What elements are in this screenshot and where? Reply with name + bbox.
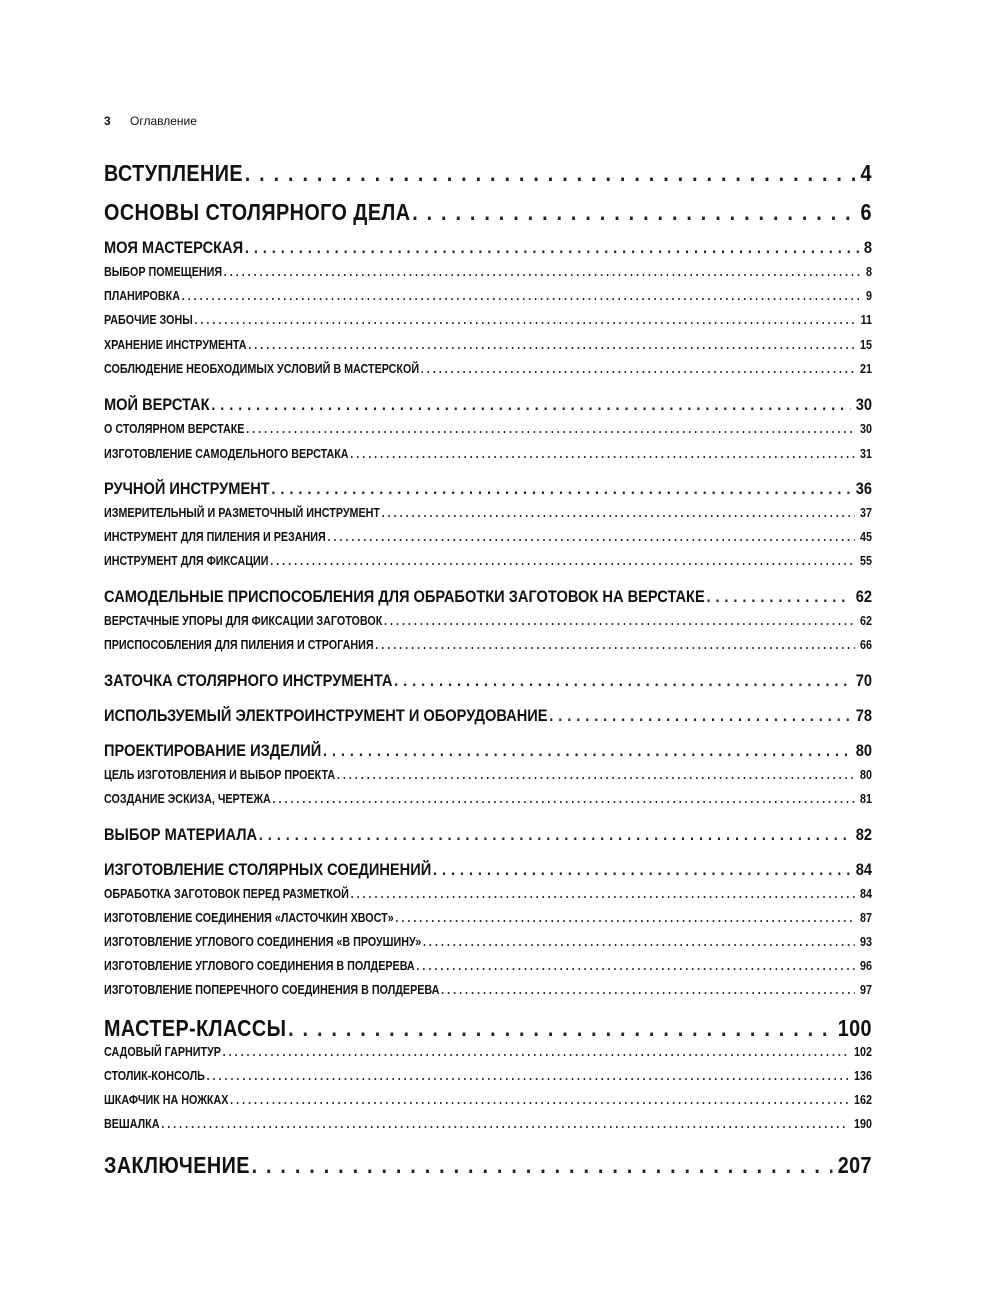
toc-entry-page: 190	[854, 1117, 872, 1131]
toc-entry[interactable]	[104, 587, 872, 607]
toc-entry-title: ИНСТРУМЕНТ ДЛЯ ФИКСАЦИИ	[104, 554, 269, 568]
toc-entry-page: 6	[860, 199, 872, 225]
toc-entry[interactable]	[104, 1045, 872, 1059]
leader-dots	[351, 887, 855, 901]
toc-entry-page: 4	[860, 160, 872, 186]
leader-dots	[375, 638, 855, 652]
toc-entry-title: ЦЕЛЬ ИЗГОТОВЛЕНИЯ И ВЫБОР ПРОЕКТА	[104, 768, 336, 782]
toc-entry-page: 62	[860, 614, 872, 628]
leader-dots	[207, 1069, 849, 1083]
toc-entry-page: 21	[860, 362, 872, 376]
leader-dots	[230, 1093, 849, 1107]
leader-dots	[248, 338, 855, 352]
toc-entry[interactable]	[104, 362, 872, 376]
toc-entry-page: 30	[855, 395, 872, 414]
toc-entry-title: РАБОЧИЕ ЗОНЫ	[104, 313, 193, 327]
leader-dots	[273, 792, 855, 806]
leader-dots	[395, 911, 854, 925]
toc-entry[interactable]	[104, 199, 872, 226]
toc-entry-title: САДОВЫЙ ГАРНИТУР	[104, 1045, 221, 1059]
leader-dots	[270, 554, 855, 568]
toc-entry[interactable]	[104, 935, 872, 949]
leader-dots	[182, 289, 861, 303]
toc-entry[interactable]	[104, 1117, 872, 1131]
toc-entry-page: 11	[860, 313, 872, 327]
toc-entry-title: ПРИСПОСОБЛЕНИЯ ДЛЯ ПИЛЕНИЯ И СТРОГАНИЯ	[104, 638, 374, 652]
toc-entry-page: 80	[855, 741, 872, 760]
leader-dots	[211, 395, 850, 415]
toc-entry-page: 36	[855, 479, 872, 498]
toc-entry-page: 84	[860, 887, 872, 901]
page-number: 3	[104, 114, 111, 128]
leader-dots	[706, 587, 850, 607]
leader-dots	[271, 479, 850, 499]
toc-entry-page: 55	[860, 554, 872, 568]
toc-entry-title: ИЗГОТОВЛЕНИЕ САМОДЕЛЬНОГО ВЕРСТАКА	[104, 447, 349, 461]
leader-dots	[161, 1117, 849, 1131]
leader-dots	[350, 447, 855, 461]
leader-dots	[423, 935, 855, 949]
toc-entry-title: ОСНОВЫ СТОЛЯРНОГО ДЕЛА	[104, 199, 411, 225]
toc-entry[interactable]	[104, 860, 872, 880]
toc-entry-title: ИЗГОТОВЛЕНИЕ СТОЛЯРНЫХ СОЕДИНЕНИЙ	[104, 860, 432, 879]
leader-dots	[288, 1015, 832, 1042]
toc-entry[interactable]	[104, 1093, 872, 1107]
toc-entry-page: 15	[860, 338, 872, 352]
leader-dots	[394, 671, 850, 691]
leader-dots	[245, 238, 859, 258]
toc-entry[interactable]	[104, 265, 872, 279]
toc-entry-page: 66	[860, 638, 872, 652]
toc-entry-page: 9	[866, 289, 872, 303]
toc-entry-title: ИНСТРУМЕНТ ДЛЯ ПИЛЕНИЯ И РЕЗАНИЯ	[104, 530, 326, 544]
leader-dots	[441, 983, 855, 997]
toc-entry[interactable]	[104, 554, 872, 568]
toc-entry[interactable]	[104, 313, 872, 327]
toc-entry-title: ПРОЕКТИРОВАНИЕ ИЗДЕЛИЙ	[104, 741, 322, 760]
toc-entry-title: ПЛАНИРОВКА	[104, 289, 181, 303]
toc-entry[interactable]	[104, 911, 872, 925]
toc-entry[interactable]	[104, 983, 872, 997]
toc-entry[interactable]	[104, 792, 872, 806]
toc-entry[interactable]	[104, 706, 872, 726]
toc-entry-title: РУЧНОЙ ИНСТРУМЕНТ	[104, 479, 270, 498]
toc-entry-title: СТОЛИК-КОНСОЛЬ	[104, 1069, 205, 1083]
toc-entry[interactable]	[104, 959, 872, 973]
toc-entry-page: 97	[860, 983, 872, 997]
toc-entry-page: 37	[860, 506, 872, 520]
leader-dots	[259, 825, 851, 845]
page-header	[104, 114, 197, 128]
toc-entry[interactable]	[104, 825, 872, 845]
toc-entry-page: 82	[855, 825, 872, 844]
toc-entry-title: ШКАФЧИК НА НОЖКАХ	[104, 1093, 229, 1107]
toc-entry-page: 84	[855, 860, 872, 879]
toc-entry-page: 30	[860, 422, 872, 436]
toc-entry[interactable]	[104, 1015, 872, 1042]
toc-entry-title: ХРАНЕНИЕ ИНСТРУМЕНТА	[104, 338, 247, 352]
toc-entry-title: О СТОЛЯРНОМ ВЕРСТАКЕ	[104, 422, 245, 436]
toc-entry[interactable]	[104, 1069, 872, 1083]
toc-entry-page: 70	[855, 671, 872, 690]
leader-dots	[384, 614, 855, 628]
leader-dots	[549, 706, 850, 726]
toc-entry-page: 136	[854, 1069, 872, 1083]
toc-entry-page: 93	[860, 935, 872, 949]
toc-entry-page: 62	[855, 587, 872, 606]
leader-dots	[337, 768, 855, 782]
leader-dots	[223, 1045, 849, 1059]
toc-entry-page: 102	[854, 1045, 872, 1059]
toc-entry[interactable]	[104, 338, 872, 352]
toc-entry-title: ИСПОЛЬЗУЕМЫЙ ЭЛЕКТРОИНСТРУМЕНТ И ОБОРУДОВАНИЕ	[104, 706, 548, 725]
toc-entry[interactable]	[104, 238, 872, 258]
toc-entry[interactable]	[104, 530, 872, 544]
toc-entry-title: ВЕРСТАЧНЫЕ УПОРЫ ДЛЯ ФИКСАЦИИ ЗАГОТОВОК	[104, 614, 383, 628]
leader-dots	[412, 199, 855, 226]
toc-entry-page: 80	[860, 768, 872, 782]
toc-entry-title: МОЯ МАСТЕРСКАЯ	[104, 238, 244, 257]
leader-dots	[421, 362, 855, 376]
toc-entry-page: 8	[863, 238, 872, 257]
toc-entry-title: ЗАТОЧКА СТОЛЯРНОГО ИНСТРУМЕНТА	[104, 671, 393, 690]
toc-entry-title: ИЗГОТОВЛЕНИЕ УГЛОВОГО СОЕДИНЕНИЯ В ПОЛДЕРЕВА	[104, 959, 415, 973]
leader-dots	[194, 313, 855, 327]
toc-entry[interactable]	[104, 887, 872, 901]
leader-dots	[245, 160, 856, 187]
toc-entry-title: СОЗДАНИЕ ЭСКИЗА, ЧЕРТЕЖА	[104, 792, 271, 806]
toc-entry[interactable]	[104, 741, 872, 761]
toc-entry[interactable]	[104, 614, 872, 628]
leader-dots	[246, 422, 855, 436]
toc-entry[interactable]	[104, 289, 872, 303]
toc-entry-title: ИЗМЕРИТЕЛЬНЫЙ И РАЗМЕТОЧНЫЙ ИНСТРУМЕНТ	[104, 506, 380, 520]
toc-entry-title: ИЗГОТОВЛЕНИЕ ПОПЕРЕЧНОГО СОЕДИНЕНИЯ В ПОЛДЕРЕВА	[104, 983, 440, 997]
toc-entry[interactable]	[104, 638, 872, 652]
toc-entry-title: ВЫБОР МАТЕРИАЛА	[104, 825, 258, 844]
leader-dots	[327, 530, 854, 544]
toc-entry[interactable]	[104, 479, 872, 499]
toc-entry-page: 31	[860, 447, 872, 461]
header-title: Оглавление	[130, 114, 197, 128]
toc-entry[interactable]	[104, 160, 872, 187]
toc-entry[interactable]	[104, 447, 872, 461]
toc-entry[interactable]	[104, 506, 872, 520]
toc-entry[interactable]	[104, 395, 872, 415]
toc-entry-page: 81	[860, 792, 872, 806]
toc-entry-title: МАСТЕР-КЛАССЫ	[104, 1015, 287, 1041]
leader-dots	[433, 860, 851, 880]
toc-entry-title: ИЗГОТОВЛЕНИЕ СОЕДИНЕНИЯ «ЛАСТОЧКИН ХВОСТ»	[104, 911, 394, 925]
toc-entry-title: САМОДЕЛЬНЫЕ ПРИСПОСОБЛЕНИЯ ДЛЯ ОБРАБОТКИ ЗАГОТОВОК НА ВЕРСТАКЕ	[104, 587, 705, 606]
toc-entry[interactable]	[104, 422, 872, 436]
toc-entry[interactable]	[104, 671, 872, 691]
toc-entry[interactable]	[104, 768, 872, 782]
toc-entry-title: ОБРАБОТКА ЗАГОТОВОК ПЕРЕД РАЗМЕТКОЙ	[104, 887, 349, 901]
toc-entry-title: СОБЛЮДЕНИЕ НЕОБХОДИМЫХ УСЛОВИЙ В МАСТЕРСКОЙ	[104, 362, 420, 376]
toc-entry-page: 45	[860, 530, 872, 544]
leader-dots	[323, 741, 851, 761]
toc-entry-page: 87	[860, 911, 872, 925]
toc-entry-page: 100	[837, 1015, 872, 1041]
toc-entry-title: ВЕШАЛКА	[104, 1117, 160, 1131]
toc-entry[interactable]	[104, 1152, 872, 1179]
toc-entry-page: 207	[837, 1152, 872, 1178]
leader-dots	[416, 959, 854, 973]
toc-entry-page: 96	[860, 959, 872, 973]
toc-entry-title: ЗАКЛЮЧЕНИЕ	[104, 1152, 250, 1178]
toc-entry-page: 8	[866, 265, 872, 279]
leader-dots	[224, 265, 861, 279]
toc-entry-page: 78	[855, 706, 872, 725]
toc-entry-page: 162	[854, 1093, 872, 1107]
leader-dots	[382, 506, 855, 520]
toc-entry-title: МОЙ ВЕРСТАК	[104, 395, 210, 414]
toc-entry-title: ВЫБОР ПОМЕЩЕНИЯ	[104, 265, 223, 279]
leader-dots	[252, 1152, 833, 1179]
toc-entry-title: ИЗГОТОВЛЕНИЕ УГЛОВОГО СОЕДИНЕНИЯ «В ПРОУШИНУ»	[104, 935, 422, 949]
toc-entry-title: ВСТУПЛЕНИЕ	[104, 160, 243, 186]
